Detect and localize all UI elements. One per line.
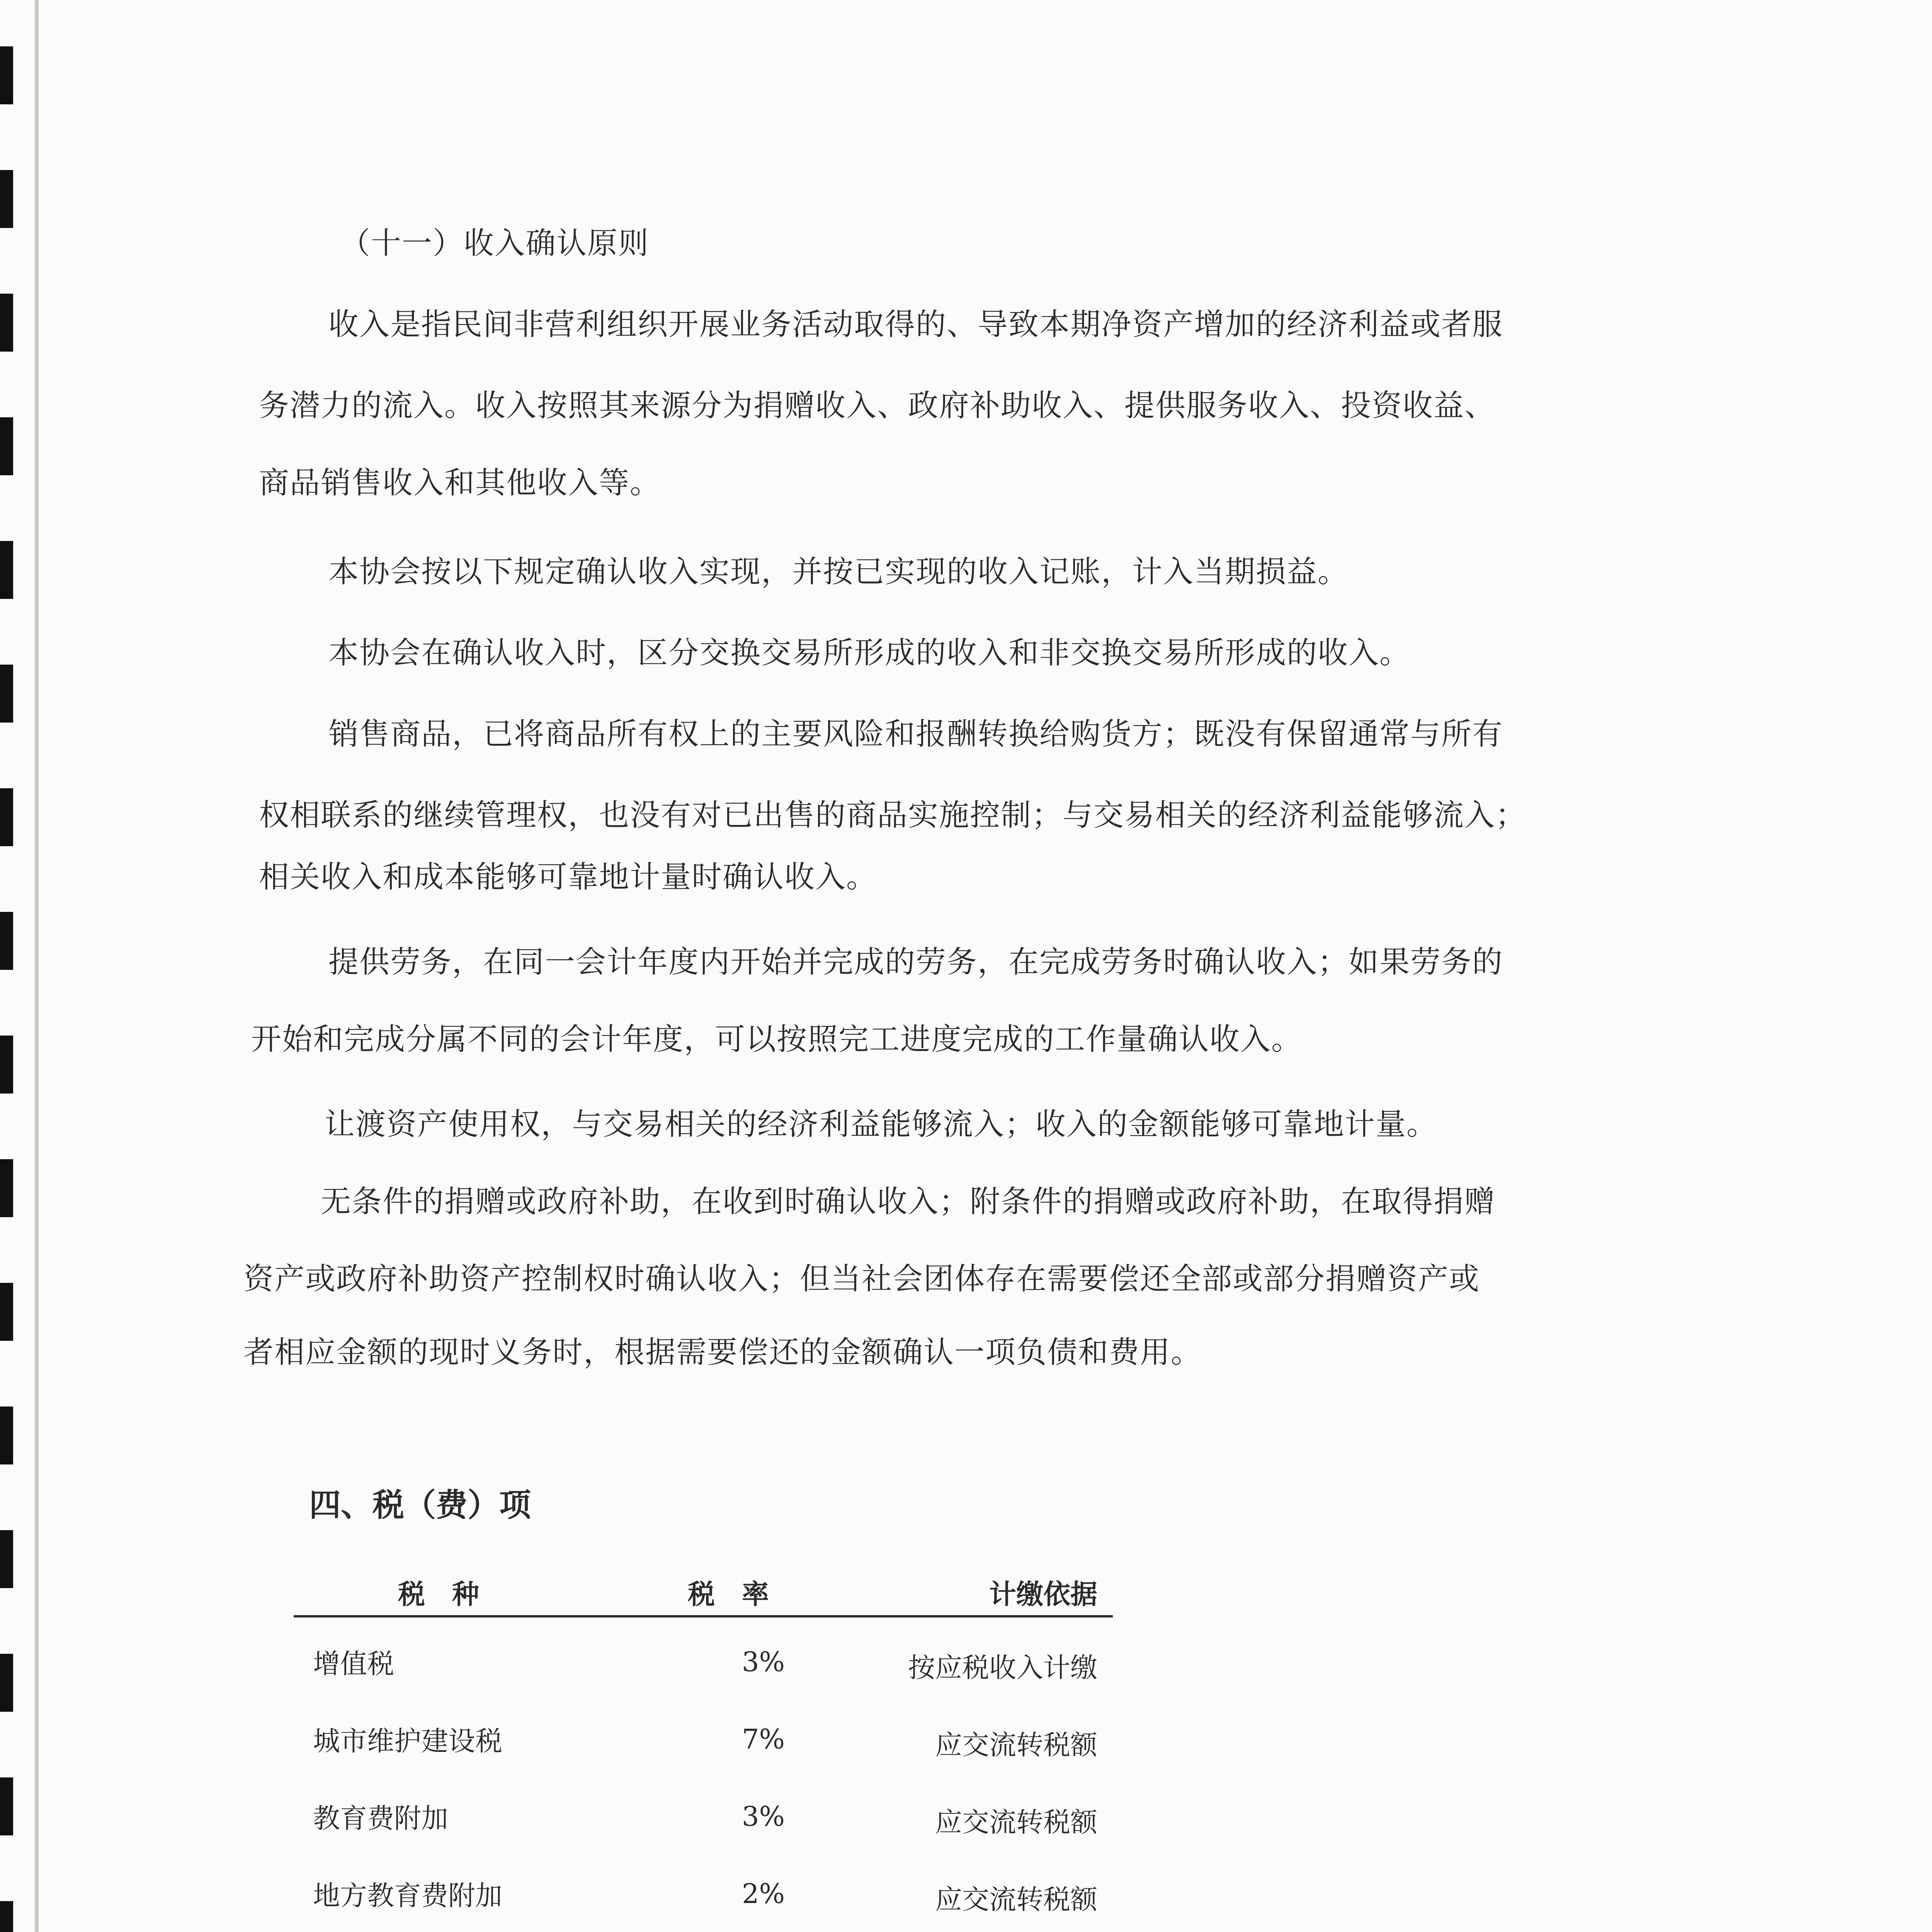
paragraph-line: 让渡资产使用权，与交易相关的经济利益能够流入；收入的金额能够可靠地计量。 (325, 1107, 1438, 1142)
binding-hole (0, 1283, 13, 1341)
table-cell-rate: 2% (742, 1878, 785, 1910)
table-cell-basis: 应交流转税额 (935, 1884, 1097, 1915)
binding-hole (0, 417, 13, 475)
table-cell-rate: 3% (742, 1801, 785, 1832)
paragraph-line: 提供劳务，在同一会计年度内开始并完成的劳务，在完成劳务时确认收入；如果劳务的 (328, 945, 1503, 980)
table-cell-tax: 城市维护建设税 (313, 1725, 502, 1757)
table-rule (294, 1615, 1113, 1617)
binding-hole (0, 170, 13, 228)
table-header-tax-type: 税 种 (398, 1578, 479, 1610)
table-cell-basis: 应交流转税额 (935, 1806, 1097, 1838)
binding-hole (0, 1654, 13, 1712)
binding-hole (0, 294, 13, 352)
table-header-tax-rate: 税 率 (688, 1578, 769, 1610)
paragraph-line: 商品销售收入和其他收入等。 (259, 466, 661, 500)
binding-strip (0, 0, 46, 1932)
binding-hole (0, 1777, 13, 1835)
table-cell-basis: 按应税收入计缴 (908, 1652, 1097, 1684)
paragraph-line: 销售商品，已将商品所有权上的主要风险和报酬转换给购货方；既没有保留通常与所有 (328, 717, 1503, 752)
paragraph-line: 本协会在确认收入时，区分交换交易所形成的收入和非交换交易所形成的收入。 (328, 636, 1411, 670)
binding-hole (0, 1901, 13, 1932)
table-cell-rate: 7% (742, 1723, 785, 1755)
section-11-title: （十一）收入确认原则 (340, 226, 650, 261)
binding-hole (0, 1036, 13, 1094)
paragraph-line: 收入是指民间非营利组织开展业务活动取得的、导致本期净资产增加的经济利益或者服 (328, 307, 1503, 342)
section-4-title: 四、税（费）项 (309, 1487, 531, 1524)
binding-hole (0, 788, 13, 846)
paragraph-line: 相关收入和成本能够可靠地计量时确认收入。 (259, 860, 878, 895)
binding-hole (0, 1406, 13, 1464)
table-cell-tax: 增值税 (313, 1648, 394, 1680)
binding-hole (0, 1530, 13, 1588)
binding-hole (0, 541, 13, 599)
binding-hole (0, 912, 13, 970)
binding-hole (0, 1159, 13, 1217)
paragraph-line: 资产或政府补助资产控制权时确认收入；但当社会团体存在需要偿还全部或部分捐赠资产或 (243, 1262, 1480, 1296)
paragraph-line: 开始和完成分属不同的会计年度，可以按照完工进度完成的工作量确认收入。 (251, 1022, 1303, 1057)
table-cell-rate: 3% (742, 1646, 785, 1678)
table-header-basis: 计缴依据 (989, 1578, 1097, 1610)
binding-stripe (35, 0, 39, 1932)
table-cell-tax: 教育费附加 (313, 1803, 448, 1834)
table-cell-tax: 地方教育费附加 (313, 1880, 502, 1912)
paragraph-line: 无条件的捐赠或政府补助，在收到时确认收入；附条件的捐赠或政府补助，在取得捐赠 (321, 1184, 1496, 1219)
binding-hole (0, 46, 13, 104)
table-cell-basis: 应交流转税额 (935, 1729, 1097, 1761)
paragraph-line: 务潜力的流入。收入按照其来源分为捐赠收入、政府补助收入、提供服务收入、投资收益、 (259, 388, 1496, 423)
paragraph-line: 权相联系的继续管理权，也没有对已出售的商品实施控制；与交易相关的经济利益能够流入； (259, 798, 1527, 833)
paragraph-line: 本协会按以下规定确认收入实现，并按已实现的收入记账，计入当期损益。 (328, 554, 1349, 589)
binding-hole (0, 665, 13, 723)
paragraph-line: 者相应金额的现时义务时，根据需要偿还的金额确认一项负债和费用。 (243, 1335, 1202, 1370)
